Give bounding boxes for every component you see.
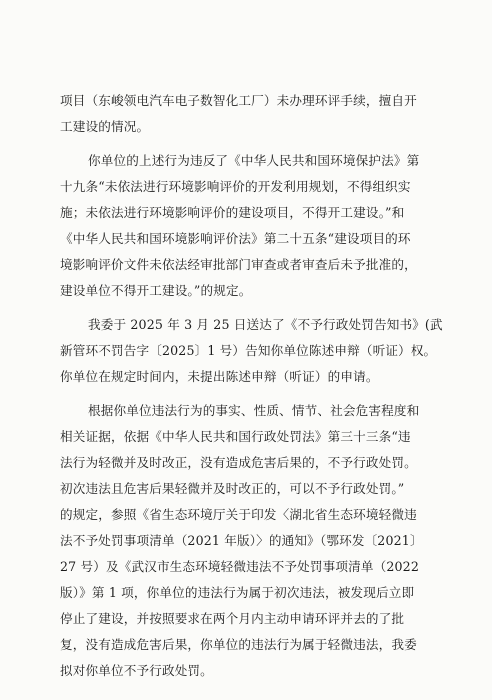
paragraph-line: 施；未依法进行环境影响评价的建设项目，不得开工建设。”和 [60,205,405,220]
paragraph-line: 27 号）及《武汉市生态环境轻微违法不予处罚事项清单（2022 [60,559,419,574]
paragraph-line: 的规定，参照《省生态环境厅关于印发〈湖北省生态环境轻微违 [60,507,417,522]
paragraph-line: 《中华人民共和国环境影响评价法》第二十五条“建设项目的环 [60,231,411,246]
paragraph-line: 项目（东峻领电汽车电子数智化工厂）未办理环评手续，擅自开 [60,93,417,108]
paragraph-decision [60,398,442,684]
paragraph-line: 拟对你单位不予行政处罚。 [60,663,213,678]
paragraph-line: 十九条“未依法进行环境影响评价的开发利用规划，不得组织实 [60,179,411,194]
paragraph-project-description [60,88,442,140]
paragraph-notice-served [60,312,442,390]
paragraph-line: 境影响评价文件未依法经审批部门审查或者审查后未予批准的， [60,257,417,272]
paragraph-line: 根据你单位违法行为的事实、性质、情节、社会危害程度和 [88,403,420,418]
paragraph-line: 法行为轻微并及时改正，没有造成危害后果的，不予行政处罚。 [60,455,417,470]
paragraph-line: 复，没有造成危害后果，你单位的违法行为属于轻微违法，我委 [60,637,417,652]
paragraph-line: 我委于 2025 年 3 月 25 日送达了《不予行政处罚告知书》(武 [88,317,443,332]
paragraph-line: 建设单位不得开工建设。”的规定。 [60,283,252,298]
paragraph-line: 停止了建设，并按照要求在两个月内主动申请环评并去的了批 [60,611,405,626]
paragraph-legal-violation [60,148,442,304]
paragraph-line: 法不予处罚事项清单（2021 年版）〉的通知》（鄂环发〔2021〕 [60,533,423,548]
paragraph-line: 初次违法且危害后果轻微并及时改正的，可以不予行政处罚。” [60,481,405,496]
paragraph-line: 你单位在规定时间内，未提出陈述申辩（听证）的申请。 [60,369,379,384]
paragraph-line: 工建设的情况。 [60,119,150,134]
paragraph-line: 新管环不罚告字〔2025〕1 号）告知你单位陈述申辩（听证）权。 [60,343,437,358]
paragraph-line: 相关证据，依据《中华人民共和国行政处罚法》第三十三条“违 [60,429,411,444]
paragraph-line: 版）》第 1 项，你单位的违法行为属于初次违法，被发现后立即 [60,585,415,600]
document-body [60,88,442,684]
paragraph-line: 你单位的上述行为违反了《中华人民共和国环境保护法》第 [88,153,420,168]
